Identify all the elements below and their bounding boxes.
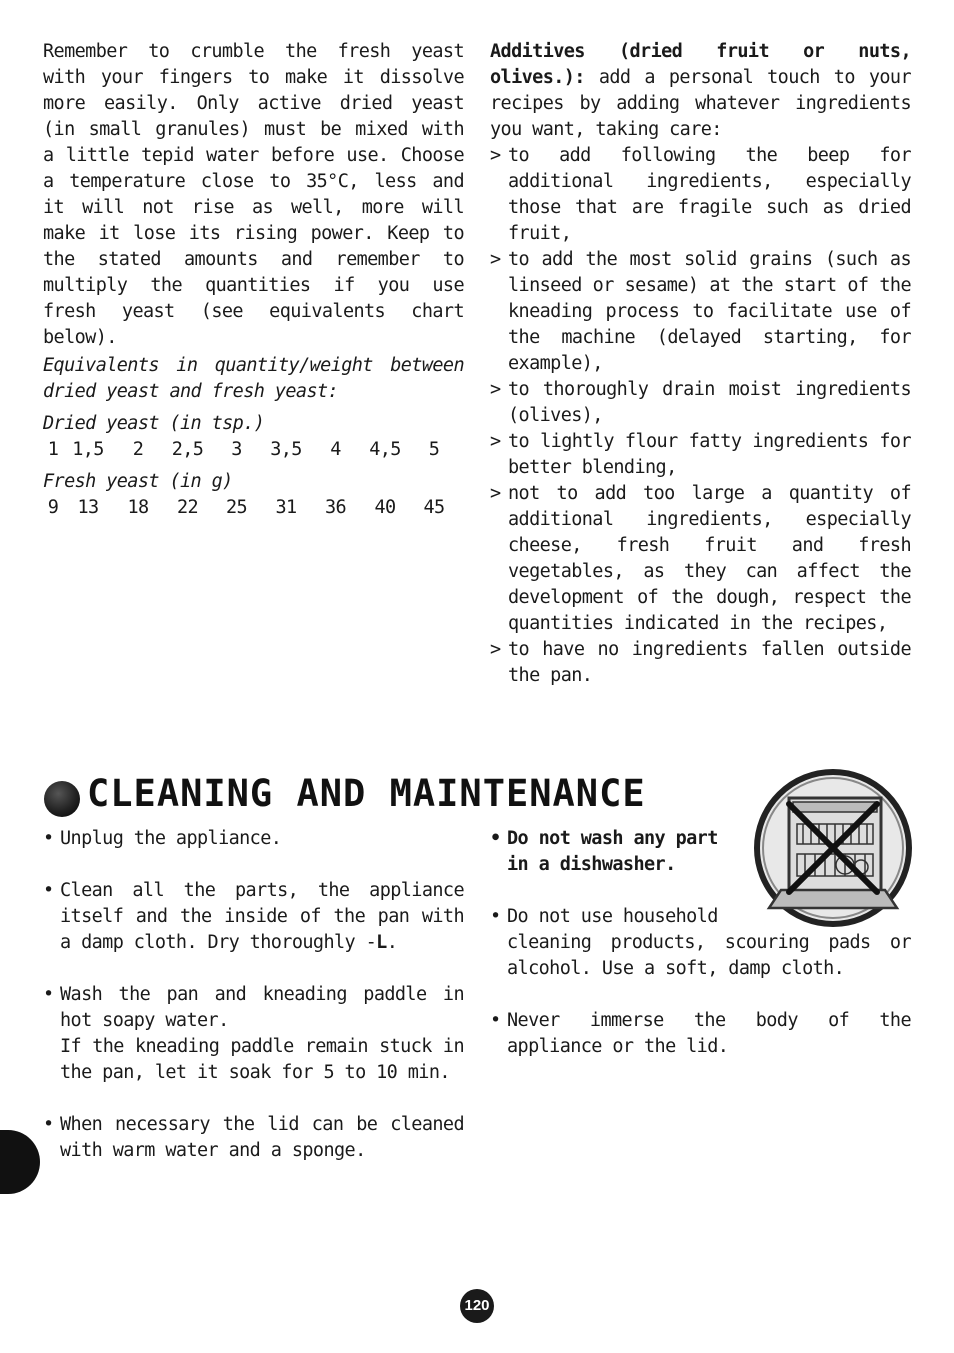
bullet-no-dishwasher: [490, 826, 911, 878]
list-marker: >: [490, 639, 501, 660]
additives-item-text: to add the most solid grains (such as linseed or sesame) at the start of the kneading process to facilitate use of the machine (delayed starting, for example),: [508, 249, 911, 374]
bullet-lid: [43, 1112, 464, 1164]
cleaning-right-column: [490, 826, 911, 1060]
page-number: 120: [460, 1289, 494, 1323]
yeast-table-cell: 1,5: [72, 439, 104, 460]
additives-item-text: to thoroughly drain moist ingredients (olives),: [508, 379, 911, 426]
household-line-1: Do not use household: [507, 906, 718, 927]
additives-heading: Additives (dried fruit or nuts, olives.):: [490, 41, 911, 88]
bullet-clean: [43, 878, 464, 956]
bullet-marker: •: [43, 1114, 54, 1135]
equivalents-caption: Equivalents in quantity/weight between dried yeast and fresh yeast:: [43, 355, 464, 402]
list-marker: >: [490, 145, 501, 166]
immerse-text: Never immerse the body of the appliance or the lid.: [507, 1010, 911, 1057]
clean-end: .: [386, 932, 398, 953]
yeast-section: [43, 39, 464, 521]
fresh-yeast-values: [43, 495, 464, 521]
list-marker: >: [490, 379, 501, 400]
yeast-table-cell: 36: [324, 497, 347, 518]
bullet-marker: •: [43, 984, 54, 1005]
cleaning-left-column: [43, 826, 464, 1164]
bullet-marker: •: [490, 828, 501, 849]
unplug-text: Unplug the appliance.: [60, 828, 282, 849]
bullet-immerse: [490, 1008, 911, 1060]
additives-section: [490, 39, 911, 689]
bullet-marker: •: [43, 828, 54, 849]
additives-paragraph: [490, 39, 911, 143]
lid-text: When necessary the lid can be cleaned with warm water and a sponge.: [60, 1114, 464, 1161]
additives-item: [490, 247, 911, 377]
yeast-table-cell: 22: [176, 497, 199, 518]
yeast-intro: Remember to crumble the fresh yeast with your fingers to make it dissolve more easily. Only active dried yeast (in small granules) must be mixed with a little tepid water before use. Choose a temperature close to 35°C, less and it will not rise as well, more will make it lose its rising power. Keep to the stated amounts and remember to multiply the quantities if you use fresh yeast (see equivalents chart below).: [43, 41, 464, 348]
side-tab: [0, 1130, 40, 1194]
additives-item: [490, 377, 911, 429]
yeast-table-cell: 31: [275, 497, 297, 518]
bullet-marker: •: [43, 880, 54, 901]
yeast-table-cell: 25: [225, 497, 248, 518]
ball-icon: [44, 781, 80, 817]
yeast-table-cell: 18: [127, 497, 149, 518]
additives-list: [490, 143, 911, 689]
yeast-table-cell: 4,5: [369, 439, 401, 460]
dried-yeast-label: Dried yeast (in tsp.): [43, 413, 265, 434]
household-rest: cleaning products, scouring pads or alcohol. Use a soft, damp cloth.: [507, 932, 911, 979]
bullet-marker: •: [490, 1010, 501, 1031]
bullet-household: [490, 904, 911, 982]
bullet-wash: [43, 982, 464, 1086]
additives-item: [490, 143, 911, 247]
additives-item: [490, 429, 911, 481]
yeast-table-cell: 1: [47, 439, 59, 460]
bullet-unplug: [43, 826, 464, 852]
list-marker: >: [490, 431, 501, 452]
list-marker: >: [490, 249, 501, 270]
yeast-table-cell: 40: [374, 497, 396, 518]
clean-ref: L: [376, 932, 387, 953]
additives-item: [490, 481, 911, 637]
wash-text-2: If the kneading paddle remain stuck in the pan, let it soak for 5 to 10 min.: [60, 1036, 464, 1083]
yeast-table-cell: 3: [231, 439, 242, 460]
additives-item-text: to have no ingredients fallen outside the pan.: [508, 639, 911, 686]
clean-text: Clean all the parts, the appliance itself and the inside of the pan with a damp cloth. Dry thoroughly -: [60, 880, 464, 953]
additives-item: [490, 637, 911, 689]
additives-item-text: to lightly flour fatty ingredients for better blending,: [508, 431, 911, 478]
yeast-table-cell: 4: [330, 439, 341, 460]
dried-yeast-values: [43, 437, 464, 463]
additives-intro: add a personal touch to your recipes by adding whatever ingredients you want, taking care:: [490, 67, 911, 140]
fresh-yeast-label: Fresh yeast (in g): [43, 471, 233, 492]
additives-item-text: not to add too large a quantity of additional ingredients, especially cheese, fresh fruit and fresh vegetables, as they can affect the development of the dough, respect the quantities indicated in the recipes,: [508, 483, 911, 634]
dishwasher-line-2: in a dishwasher.: [507, 854, 676, 875]
section-title: CLEANING AND MAINTENANCE: [87, 772, 646, 815]
list-marker: >: [490, 483, 501, 504]
dishwasher-line-1: Do not wash any part: [507, 828, 718, 849]
yeast-table-cell: 2,5: [171, 439, 204, 460]
yeast-table-cell: 45: [423, 497, 445, 518]
additives-item-text: to add following the beep for additional ingredients, especially those that are fragile such as dried fruit,: [508, 145, 911, 244]
yeast-table-cell: 13: [77, 497, 99, 518]
wash-text-1: Wash the pan and kneading paddle in hot soapy water.: [60, 984, 464, 1031]
yeast-table-cell: 3,5: [270, 439, 302, 460]
yeast-table-cell: 5: [428, 439, 440, 460]
yeast-table-cell: 9: [47, 497, 59, 518]
bullet-marker: •: [490, 906, 501, 927]
yeast-table-cell: 2: [132, 439, 144, 460]
